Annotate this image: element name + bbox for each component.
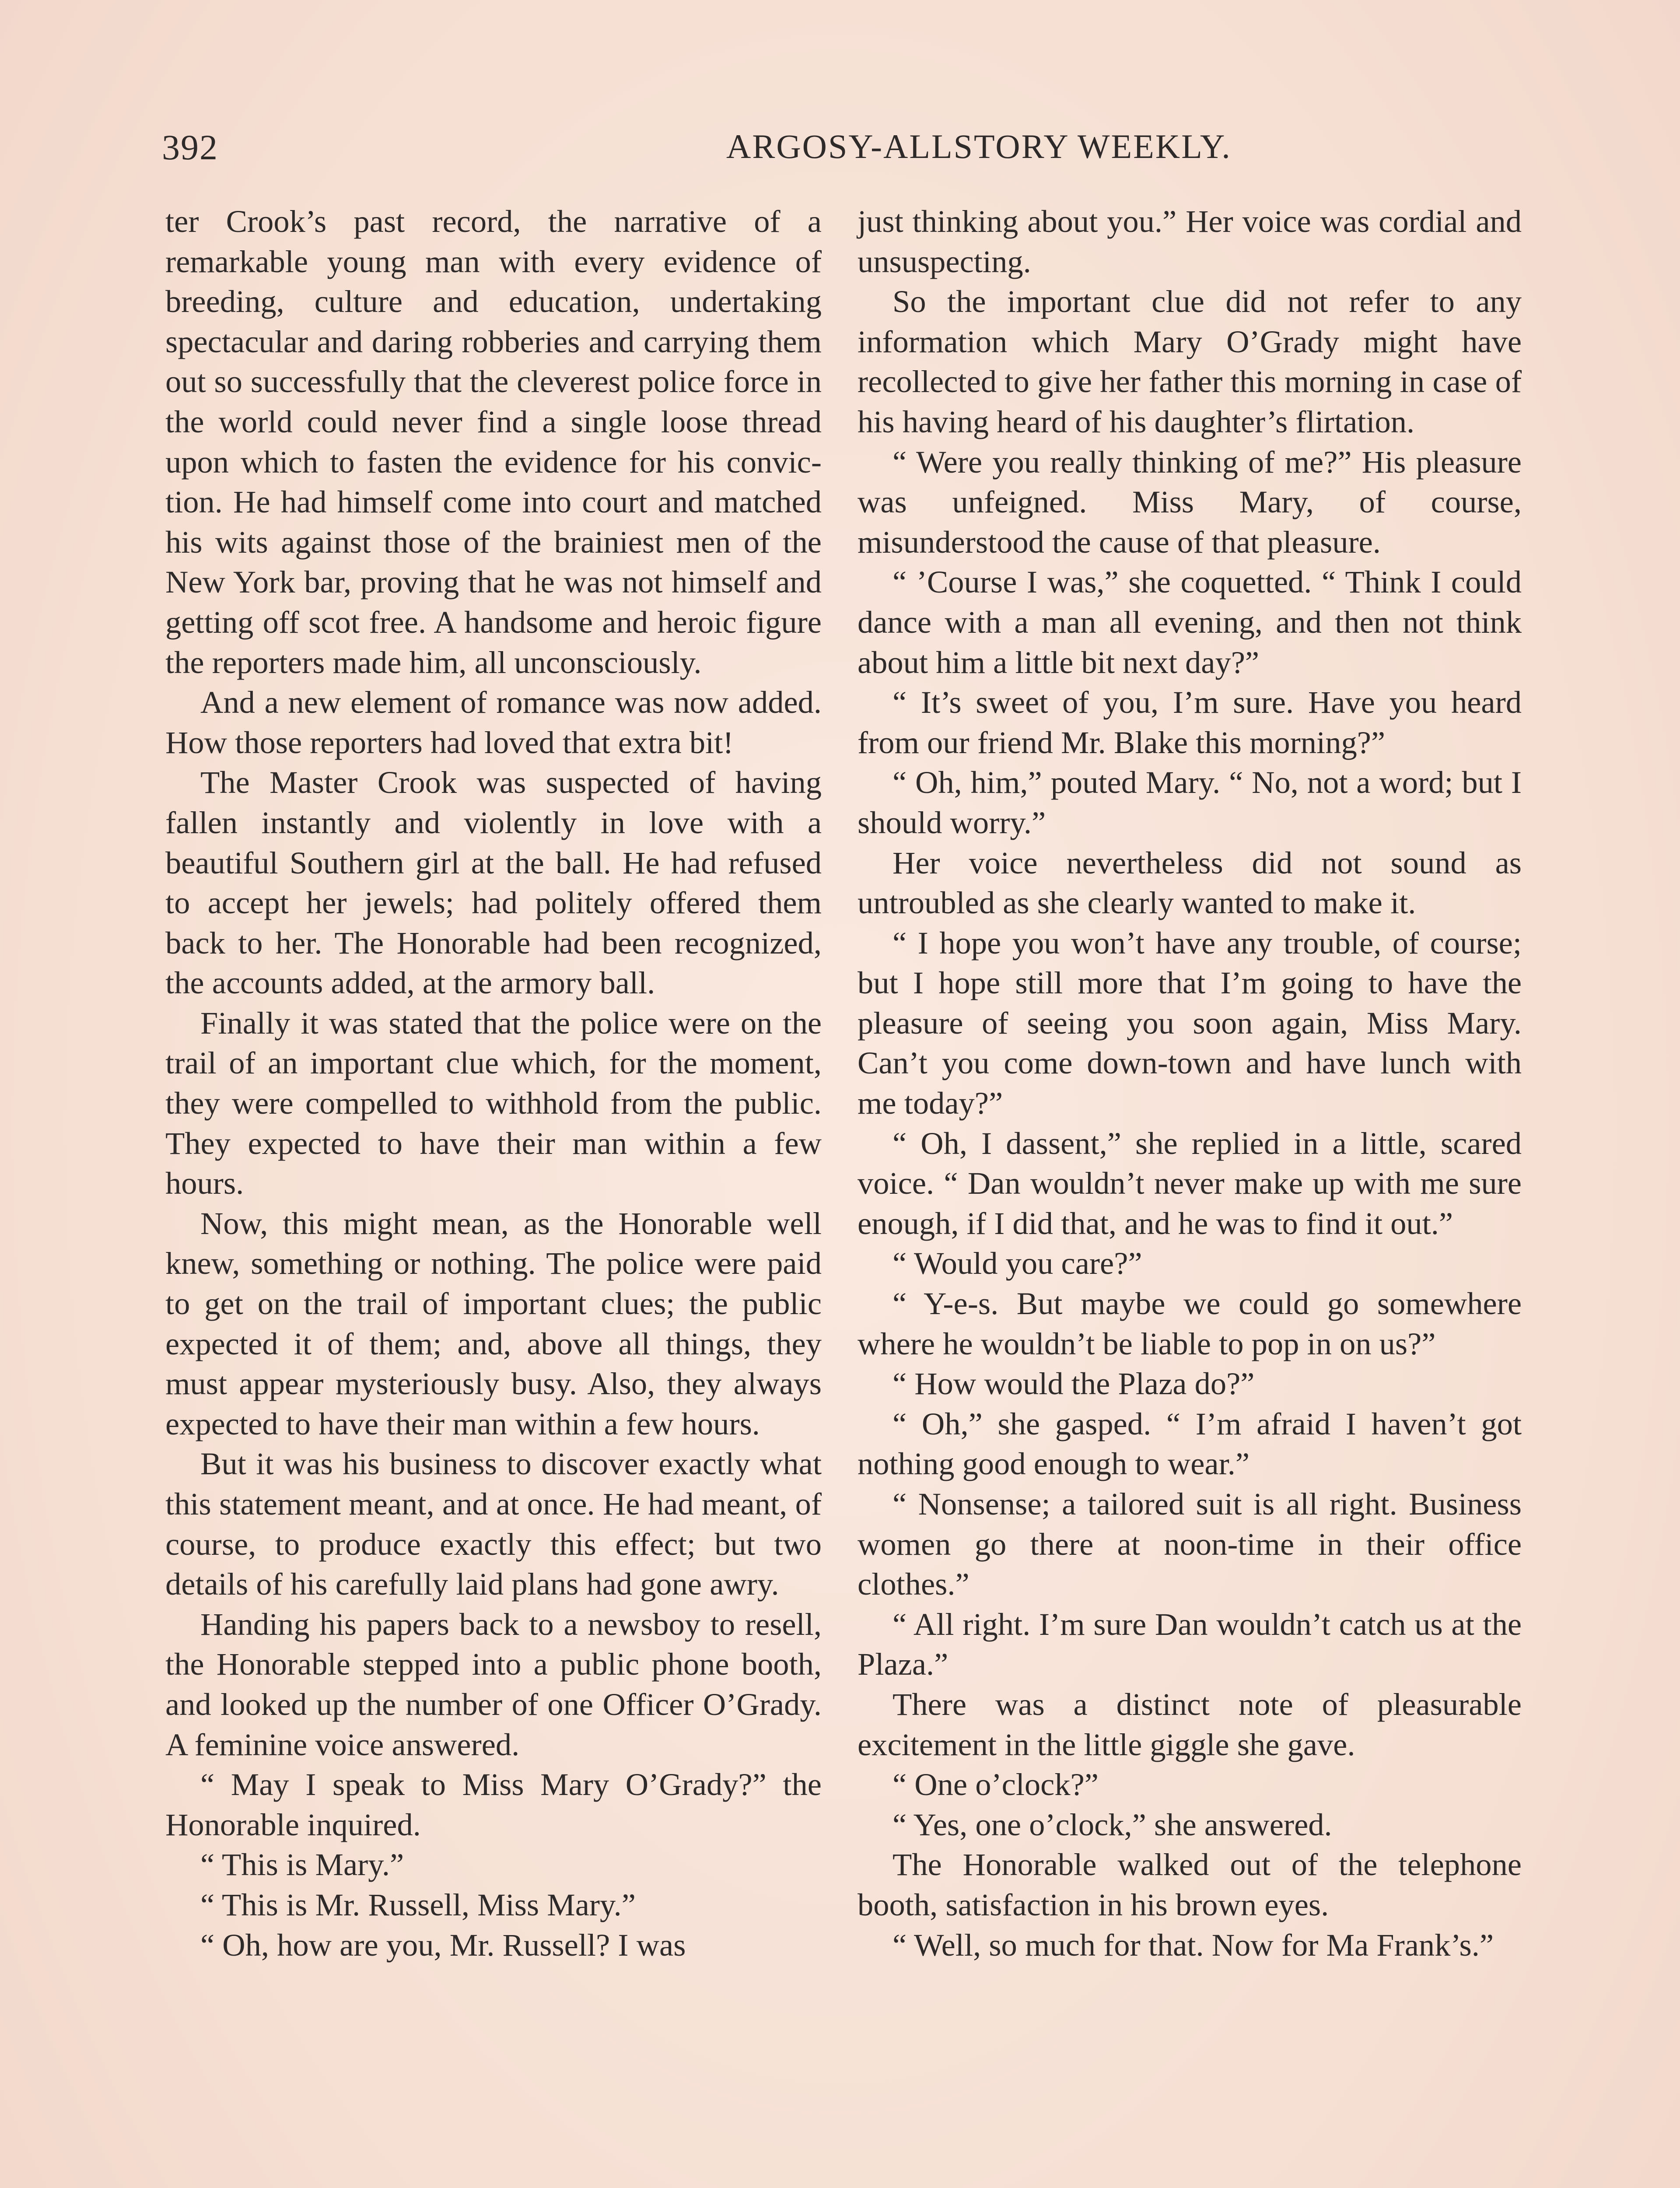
paragraph: Her voice nevertheless did not sound as untroubled as she clearly wanted to make it. [858,845,1522,921]
paragraph: Handing his papers back to a newsboy to resell, the Honorable stepped into a public phone booth, and looked up the number of one Officer O’Grady. A feminine voice answered. [165,1606,822,1762]
paragraph: And a new element of romance was now added. How those reporters had loved that extra bit! [165,684,822,760]
paragraph: “ It’s sweet of you, I’m sure. Have you heard from our friend Mr. Blake this morning?” [858,684,1522,760]
paragraph: “ How would the Plaza do?” [892,1366,1255,1402]
page-header [162,123,1365,175]
paragraph: There was a distinct note of pleasurable excitement in the little giggle she gave. [858,1686,1522,1762]
paragraph: “ This is Mary.” [200,1847,404,1883]
paragraph: Now, this might mean, as the Honorable well knew, something or nothing. The police were paid to get on the trail of important clues; the public expected it of them; and, above all things, they must appear mysteriously busy. Also, they always expected to have their man within a few hours. [165,1205,822,1441]
paragraph: “ All right. I’m sure Dan wouldn’t catch us at the Plaza.” [858,1606,1522,1682]
paragraph: So the important clue did not refer to any information which Mary O’Grady might have recollected to give her father this morning in case of his having heard of his daughter’s flirtation. [858,284,1522,439]
paragraph: “ Well, so much for that. Now for Ma Frank’s.” [892,1927,1494,1963]
paragraph: “ One o’clock?” [892,1767,1099,1802]
left-column [165,201,822,1965]
paragraph: “ Nonsense; a tailored suit is all right. Business women go there at noon-time in their office clothes.” [858,1486,1522,1602]
paragraph: But it was his business to discover exactly what this statement meant, and at once. He had meant, of course, to produce exactly this effect; but two details of his carefully laid plans had gone awry. [165,1446,822,1602]
paragraph: “ Yes, one o’clock,” she answered. [892,1806,1332,1842]
paragraph: The Honorable walked out of the telephone booth, satisfaction in his brown eyes. [858,1847,1522,1922]
page-number: 392 [162,127,218,167]
paragraph: Finally it was stated that the police were on the trail of an important clue which, for the moment, they were compelled to withhold from the public. They expected to have their man within a few hours. [165,1005,822,1201]
paragraph: “ May I speak to Miss Mary O’Grady?” the Honorable inquired. [165,1767,822,1842]
paragraph: The Master Crook was suspected of having fallen instantly and violently in love with a beautiful Southern girl at the ball. He had refused to accept her jewels; had politely offered them back to her. The Honorable had been recognized, the accounts added, at the armory ball. [165,764,822,1001]
paragraph: just thinking about you.” Her voice was cordial and unsuspecting. [858,203,1522,279]
paragraph: “ Oh, I dassent,” she replied in a little, scared voice. “ Dan wouldn’t never make up with me sure enough, if I did that, and he was to find it out.” [858,1125,1522,1241]
paragraph: ter Crook’s past record, the narrative of a remarkable young man with every evidence of breeding, culture and education, undertaking spectacular and daring robberies and carrying them out so successfully that the cleverest police force in the world could never find a single loose thread upon which to fasten the evidence for his conviction. He had himself come into court and matched his wits against those of the brainiest men of the New York bar, proving that he was not himself and getting off scot free. A handsome and heroic figure the reporters made him, all unconsciously. [165,203,822,680]
paragraph: “ Oh,” she gasped. “ I’m afraid I haven’t got nothing good enough to wear.” [858,1406,1522,1482]
paragraph: “ Oh, him,” pouted Mary. “ No, not a word; but I should worry.” [858,764,1522,840]
paragraph: “ This is Mr. Russell, Miss Mary.” [200,1886,636,1922]
paragraph: “ Y-e-s. But maybe we could go somewhere where he wouldn’t be liable to pop in on us?” [858,1286,1522,1361]
paragraph: “ ’Course I was,” she coquetted. “ Think I could dance with a man all evening, and then not think about him a little bit next day?” [858,564,1522,680]
paragraph: “ Oh, how are you, Mr. Russell? I was [200,1927,686,1963]
running-title: ARGOSY-ALLSTORY WEEKLY. [726,127,1232,165]
paragraph: “ Were you really thinking of me?” His pleasure was unfeigned. Miss Mary, of course, misunderstood the cause of that pleasure. [858,444,1522,560]
paragraph: “ I hope you won’t have any trouble, of course; but I hope still more that I’m going to have the pleasure of seeing you soon again, Miss Mary. Can’t you come down-town and have lunch with me today?” [858,925,1522,1121]
paragraph: “ Would you care?” [892,1245,1142,1281]
right-column [858,201,1522,1965]
